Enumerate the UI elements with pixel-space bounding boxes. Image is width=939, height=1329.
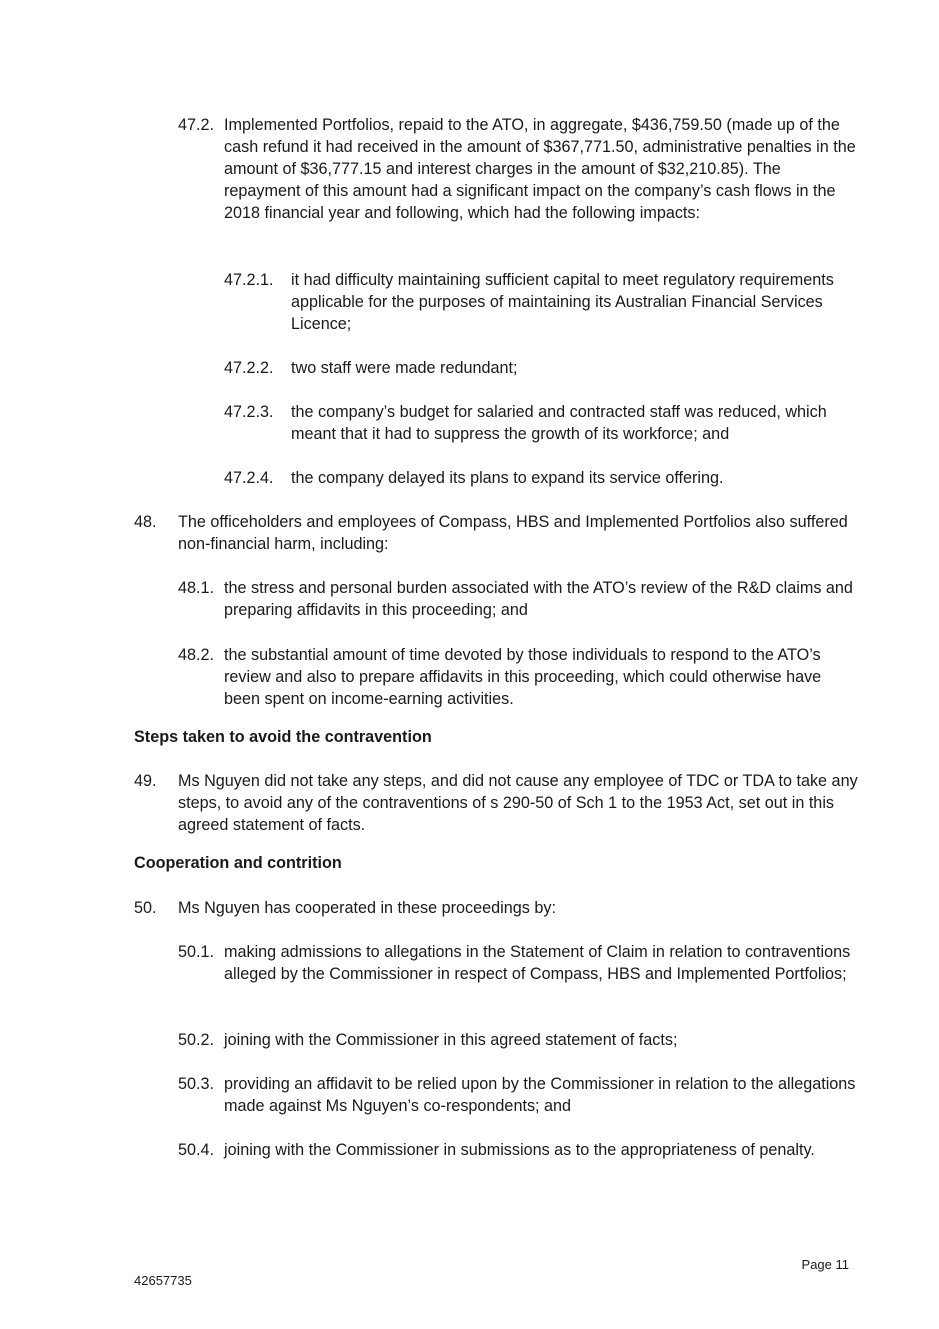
paragraph-number: 50.3. — [178, 1075, 215, 1093]
paragraph-text: the substantial amount of time devoted by those individuals to respond to the ATO’s review and also to prepare affidavits in this proceeding, which could otherwise have been spent on income-earning activities. — [224, 646, 822, 708]
paragraph-47-2-1 — [224, 269, 858, 335]
paragraph-text: making admissions to allegations in the Statement of Claim in relation to contraventions alleged by the Commissioner in respect of Compass, HBS and Implemented Portfolios; — [224, 943, 851, 983]
paragraph-50 — [134, 897, 858, 919]
paragraph-text: it had difficulty maintaining sufficient capital to meet regulatory requirements applicable for the purposes of maintaining its Australian Financial Services Licence; — [291, 271, 834, 333]
paragraph-text: joining with the Commissioner in this agreed statement of facts; — [224, 1031, 678, 1049]
paragraph-47-2-3 — [224, 401, 858, 445]
paragraph-49 — [134, 770, 858, 836]
paragraph-47-2-2 — [224, 357, 858, 379]
paragraph-number: 47.2.4. — [224, 469, 274, 487]
paragraph-48-1 — [178, 577, 858, 621]
paragraph-number: 49. — [134, 772, 157, 790]
paragraph-50-3 — [178, 1073, 858, 1117]
paragraph-number: 47.2.3. — [224, 403, 274, 421]
paragraph-text: the company’s budget for salaried and contracted staff was reduced, which meant that it had to suppress the growth of its workforce; and — [291, 403, 827, 443]
section-heading-steps: Steps taken to avoid the contravention — [134, 728, 432, 746]
paragraph-text: Ms Nguyen did not take any steps, and did not cause any employee of TDC or TDA to take any steps, to avoid any of the contraventions of s 290-50 of Sch 1 to the 1953 Act, set out in this agreed statement of facts. — [178, 772, 858, 834]
paragraph-text: The officeholders and employees of Compass, HBS and Implemented Portfolios also suffered non-financial harm, including: — [178, 513, 848, 553]
document-id: 42657735 — [134, 1273, 192, 1288]
paragraph-50-1 — [178, 941, 858, 985]
paragraph-number: 48. — [134, 513, 157, 531]
paragraph-number: 50.4. — [178, 1141, 215, 1159]
paragraph-50-4 — [178, 1139, 858, 1161]
paragraph-number: 50. — [134, 899, 157, 917]
paragraph-text: joining with the Commissioner in submissions as to the appropriateness of penalty. — [224, 1141, 815, 1159]
paragraph-text: the stress and personal burden associated with the ATO’s review of the R&D claims and preparing affidavits in this proceeding; and — [224, 579, 853, 619]
page-number: Page 11 — [801, 1257, 849, 1272]
paragraph-text: the company delayed its plans to expand its service offering. — [291, 469, 724, 487]
paragraph-number: 47.2.1. — [224, 271, 274, 289]
paragraph-50-2 — [178, 1029, 858, 1051]
paragraph-number: 50.2. — [178, 1031, 215, 1049]
paragraph-text: providing an affidavit to be relied upon by the Commissioner in relation to the allegations made against Ms Nguyen’s co-respondents; and — [224, 1075, 856, 1115]
paragraph-number: 48.1. — [178, 579, 215, 597]
paragraph-47-2 — [178, 114, 858, 224]
paragraph-number: 48.2. — [178, 646, 215, 664]
paragraph-number: 50.1. — [178, 943, 215, 961]
paragraph-47-2-4 — [224, 467, 858, 489]
paragraph-text: Ms Nguyen has cooperated in these proceedings by: — [178, 899, 556, 917]
paragraph-text: two staff were made redundant; — [291, 359, 518, 377]
paragraph-number: 47.2. — [178, 116, 215, 134]
paragraph-text: Implemented Portfolios, repaid to the ATO, in aggregate, $436,759.50 (made up of the cash refund it had received in the amount of $367,771.50, administrative penalties in the amount of $36,777.15 and interest charges in the amount of $32,210.85). The repayment of this amount had a significant impact on the company’s cash flows in the 2018 financial year and following, which had the following impacts: — [224, 116, 856, 222]
section-heading-cooperation: Cooperation and contrition — [134, 854, 342, 872]
paragraph-number: 47.2.2. — [224, 359, 274, 377]
paragraph-48-2 — [178, 644, 858, 710]
paragraph-48 — [134, 511, 858, 555]
